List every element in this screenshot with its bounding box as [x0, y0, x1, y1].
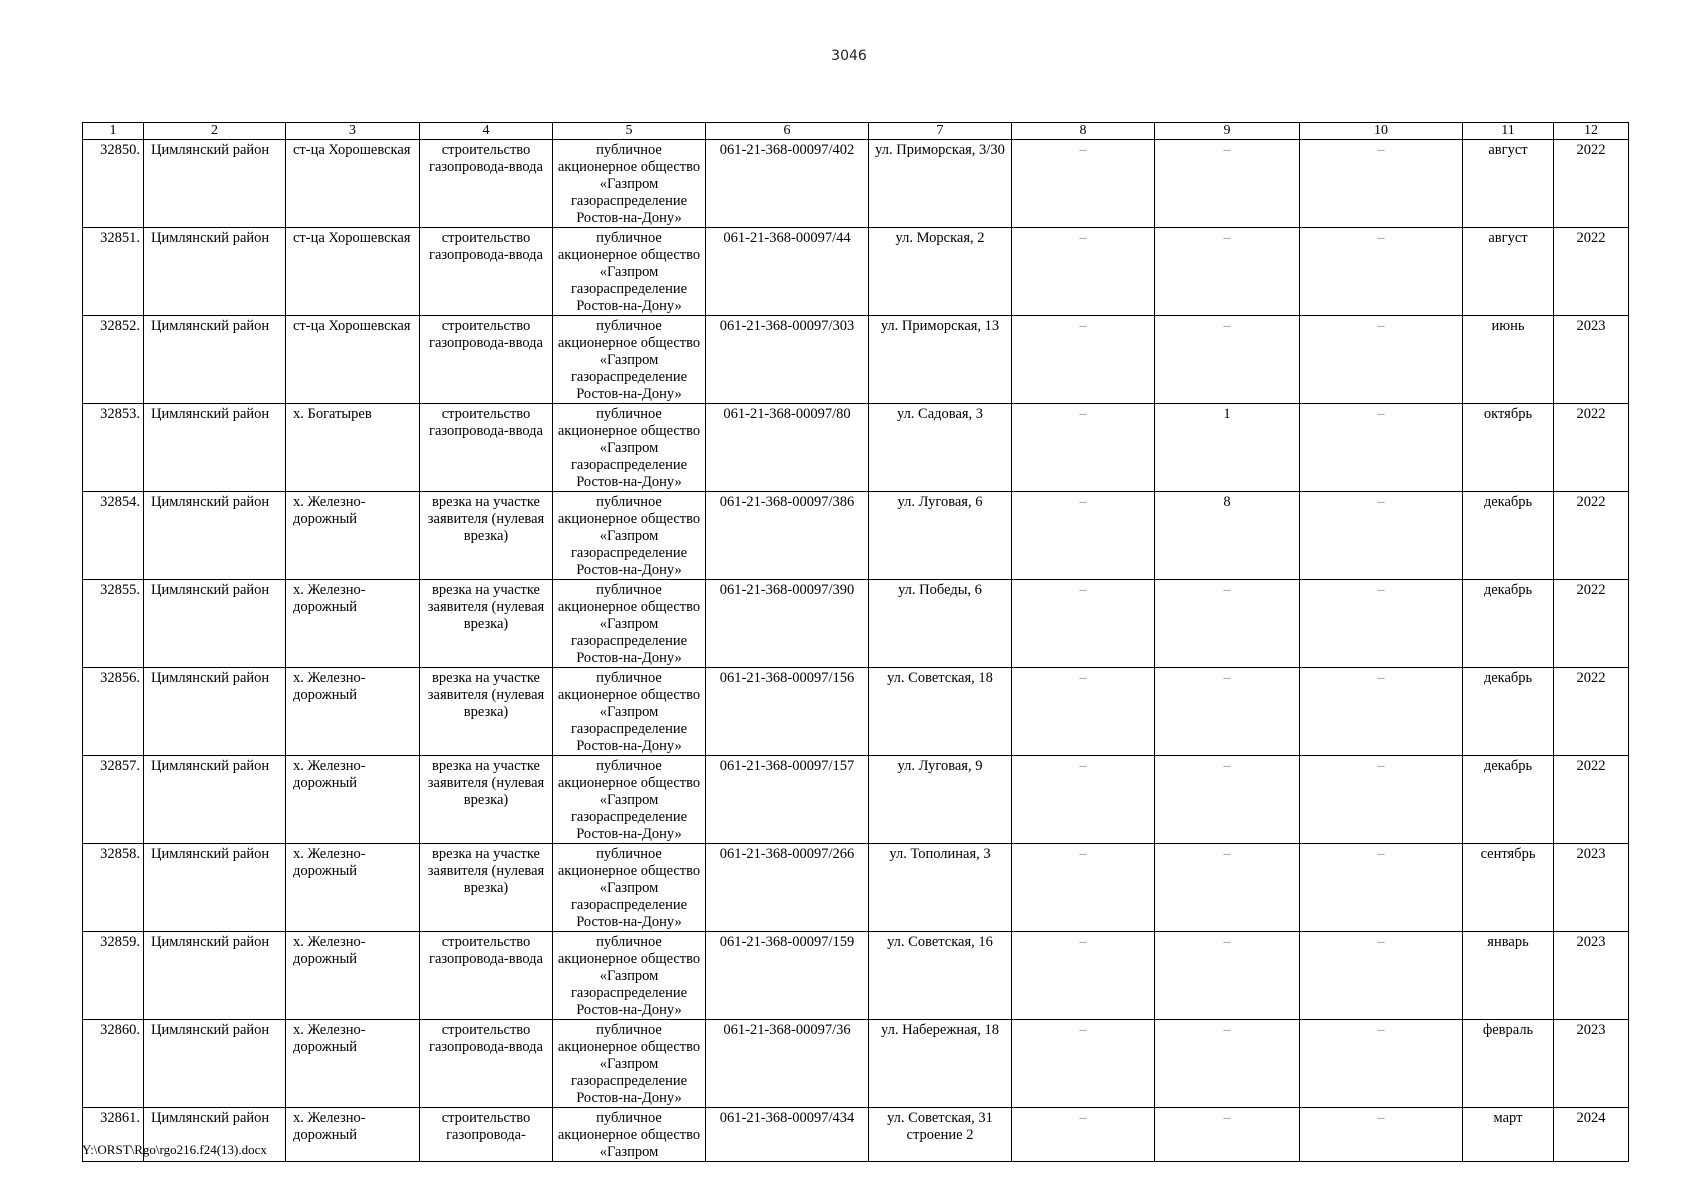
address-cell: ул. Советская, 31 строение 2	[869, 1108, 1012, 1162]
year-cell: 2024	[1554, 1108, 1629, 1162]
col8-cell: –	[1012, 844, 1155, 932]
district-cell: Цимлянский район	[144, 844, 286, 932]
code-cell: 061-21-368-00097/390	[706, 580, 869, 668]
organization-cell: публичное акционерное общество «Газпром газораспределение Ростов-на-Дону»	[553, 140, 706, 228]
col9-cell: –	[1155, 580, 1300, 668]
month-cell: декабрь	[1463, 492, 1554, 580]
address-cell: ул. Приморская, 13	[869, 316, 1012, 404]
column-header: 3	[286, 123, 420, 140]
row-number-cell: 32861.	[83, 1108, 144, 1162]
work-type-cell: строительство газопровода-ввода	[420, 228, 553, 316]
month-cell: август	[1463, 140, 1554, 228]
row-number-cell: 32850.	[83, 140, 144, 228]
address-cell: ул. Победы, 6	[869, 580, 1012, 668]
col8-cell: –	[1012, 668, 1155, 756]
work-type-cell: строительство газопровода-ввода	[420, 1020, 553, 1108]
code-cell: 061-21-368-00097/80	[706, 404, 869, 492]
col8-cell: –	[1012, 580, 1155, 668]
column-header: 8	[1012, 123, 1155, 140]
code-cell: 061-21-368-00097/36	[706, 1020, 869, 1108]
col10-cell: –	[1300, 140, 1463, 228]
address-cell: ул. Набережная, 18	[869, 1020, 1012, 1108]
work-type-cell: строительство газопровода-ввода	[420, 404, 553, 492]
settlement-cell: ст-ца Хорошевская	[286, 316, 420, 404]
work-type-cell: врезка на участке заявителя (нулевая врезка)	[420, 580, 553, 668]
row-number-cell: 32854.	[83, 492, 144, 580]
code-cell: 061-21-368-00097/159	[706, 932, 869, 1020]
col9-cell: –	[1155, 756, 1300, 844]
district-cell: Цимлянский район	[144, 316, 286, 404]
month-cell: июнь	[1463, 316, 1554, 404]
col9-cell: –	[1155, 1020, 1300, 1108]
col10-cell: –	[1300, 316, 1463, 404]
column-header: 1	[83, 123, 144, 140]
col9-cell: –	[1155, 932, 1300, 1020]
settlement-cell: х. Железно-дорожный	[286, 580, 420, 668]
table-row	[83, 1108, 1629, 1162]
column-header: 7	[869, 123, 1012, 140]
row-number-cell: 32852.	[83, 316, 144, 404]
district-cell: Цимлянский район	[144, 140, 286, 228]
table-row	[83, 932, 1629, 1020]
column-header: 9	[1155, 123, 1300, 140]
col10-cell: –	[1300, 844, 1463, 932]
address-cell: ул. Советская, 18	[869, 668, 1012, 756]
row-number-cell: 32856.	[83, 668, 144, 756]
col8-cell: –	[1012, 932, 1155, 1020]
table-row	[83, 492, 1629, 580]
code-cell: 061-21-368-00097/402	[706, 140, 869, 228]
work-type-cell: строительство газопровода-	[420, 1108, 553, 1162]
organization-cell: публичное акционерное общество «Газпром газораспределение Ростов-на-Дону»	[553, 492, 706, 580]
year-cell: 2023	[1554, 844, 1629, 932]
code-cell: 061-21-368-00097/266	[706, 844, 869, 932]
col9-cell: 1	[1155, 404, 1300, 492]
table-row	[83, 844, 1629, 932]
organization-cell: публичное акционерное общество «Газпром газораспределение Ростов-на-Дону»	[553, 668, 706, 756]
col9-cell: –	[1155, 228, 1300, 316]
col10-cell: –	[1300, 404, 1463, 492]
year-cell: 2022	[1554, 140, 1629, 228]
column-header: 11	[1463, 123, 1554, 140]
settlement-cell: х. Железно-дорожный	[286, 492, 420, 580]
district-cell: Цимлянский район	[144, 668, 286, 756]
col9-cell: 8	[1155, 492, 1300, 580]
col10-cell: –	[1300, 228, 1463, 316]
page-number: 3046	[831, 48, 867, 64]
work-type-cell: строительство газопровода-ввода	[420, 932, 553, 1020]
month-cell: февраль	[1463, 1020, 1554, 1108]
year-cell: 2023	[1554, 1020, 1629, 1108]
month-cell: март	[1463, 1108, 1554, 1162]
organization-cell: публичное акционерное общество «Газпром	[553, 1108, 706, 1162]
organization-cell: публичное акционерное общество «Газпром газораспределение Ростов-на-Дону»	[553, 316, 706, 404]
code-cell: 061-21-368-00097/156	[706, 668, 869, 756]
row-number-cell: 32853.	[83, 404, 144, 492]
settlement-cell: х. Железно-дорожный	[286, 1108, 420, 1162]
table-row	[83, 1020, 1629, 1108]
year-cell: 2022	[1554, 404, 1629, 492]
register-table	[82, 122, 1629, 1162]
organization-cell: публичное акционерное общество «Газпром газораспределение Ростов-на-Дону»	[553, 404, 706, 492]
district-cell: Цимлянский район	[144, 228, 286, 316]
col8-cell: –	[1012, 1020, 1155, 1108]
district-cell: Цимлянский район	[144, 580, 286, 668]
column-header: 6	[706, 123, 869, 140]
col9-cell: –	[1155, 140, 1300, 228]
code-cell: 061-21-368-00097/44	[706, 228, 869, 316]
col10-cell: –	[1300, 668, 1463, 756]
row-number-cell: 32860.	[83, 1020, 144, 1108]
address-cell: ул. Тополиная, 3	[869, 844, 1012, 932]
col9-cell: –	[1155, 316, 1300, 404]
column-number-header-row	[83, 123, 1629, 140]
col10-cell: –	[1300, 1108, 1463, 1162]
settlement-cell: ст-ца Хорошевская	[286, 228, 420, 316]
code-cell: 061-21-368-00097/434	[706, 1108, 869, 1162]
column-header: 4	[420, 123, 553, 140]
year-cell: 2022	[1554, 668, 1629, 756]
year-cell: 2022	[1554, 756, 1629, 844]
year-cell: 2023	[1554, 316, 1629, 404]
settlement-cell: х. Железно-дорожный	[286, 844, 420, 932]
col8-cell: –	[1012, 1108, 1155, 1162]
district-cell: Цимлянский район	[144, 756, 286, 844]
work-type-cell: врезка на участке заявителя (нулевая врезка)	[420, 756, 553, 844]
year-cell: 2022	[1554, 228, 1629, 316]
settlement-cell: х. Железно-дорожный	[286, 932, 420, 1020]
col9-cell: –	[1155, 668, 1300, 756]
address-cell: ул. Луговая, 6	[869, 492, 1012, 580]
address-cell: ул. Луговая, 9	[869, 756, 1012, 844]
work-type-cell: врезка на участке заявителя (нулевая врезка)	[420, 668, 553, 756]
settlement-cell: ст-ца Хорошевская	[286, 140, 420, 228]
organization-cell: публичное акционерное общество «Газпром газораспределение Ростов-на-Дону»	[553, 580, 706, 668]
col10-cell: –	[1300, 1020, 1463, 1108]
month-cell: январь	[1463, 932, 1554, 1020]
year-cell: 2022	[1554, 580, 1629, 668]
row-number-cell: 32851.	[83, 228, 144, 316]
row-number-cell: 32857.	[83, 756, 144, 844]
address-cell: ул. Приморская, 3/30	[869, 140, 1012, 228]
col9-cell: –	[1155, 1108, 1300, 1162]
organization-cell: публичное акционерное общество «Газпром газораспределение Ростов-на-Дону»	[553, 932, 706, 1020]
row-number-cell: 32855.	[83, 580, 144, 668]
file-path-footer: Y:\ORST\Rgo\rgo216.f24(13).docx	[82, 1142, 267, 1157]
col10-cell: –	[1300, 756, 1463, 844]
column-header: 12	[1554, 123, 1629, 140]
district-cell: Цимлянский район	[144, 404, 286, 492]
district-cell: Цимлянский район	[144, 1020, 286, 1108]
month-cell: август	[1463, 228, 1554, 316]
month-cell: декабрь	[1463, 756, 1554, 844]
table-row	[83, 580, 1629, 668]
organization-cell: публичное акционерное общество «Газпром газораспределение Ростов-на-Дону»	[553, 228, 706, 316]
year-cell: 2022	[1554, 492, 1629, 580]
organization-cell: публичное акционерное общество «Газпром газораспределение Ростов-на-Дону»	[553, 756, 706, 844]
code-cell: 061-21-368-00097/303	[706, 316, 869, 404]
col8-cell: –	[1012, 228, 1155, 316]
work-type-cell: строительство газопровода-ввода	[420, 316, 553, 404]
col10-cell: –	[1300, 492, 1463, 580]
settlement-cell: х. Железно-дорожный	[286, 1020, 420, 1108]
row-number-cell: 32859.	[83, 932, 144, 1020]
month-cell: октябрь	[1463, 404, 1554, 492]
month-cell: сентябрь	[1463, 844, 1554, 932]
district-cell: Цимлянский район	[144, 492, 286, 580]
col8-cell: –	[1012, 756, 1155, 844]
col8-cell: –	[1012, 140, 1155, 228]
address-cell: ул. Садовая, 3	[869, 404, 1012, 492]
column-header: 5	[553, 123, 706, 140]
table-row	[83, 756, 1629, 844]
table-row	[83, 404, 1629, 492]
table-row	[83, 668, 1629, 756]
col10-cell: –	[1300, 580, 1463, 668]
district-cell: Цимлянский район	[144, 932, 286, 1020]
month-cell: декабрь	[1463, 580, 1554, 668]
col8-cell: –	[1012, 404, 1155, 492]
code-cell: 061-21-368-00097/157	[706, 756, 869, 844]
column-header: 10	[1300, 123, 1463, 140]
work-type-cell: врезка на участке заявителя (нулевая врезка)	[420, 492, 553, 580]
district-cell: Цимлянский район	[144, 1108, 286, 1162]
settlement-cell: х. Железно-дорожный	[286, 756, 420, 844]
table-body	[83, 140, 1629, 1162]
organization-cell: публичное акционерное общество «Газпром газораспределение Ростов-на-Дону»	[553, 844, 706, 932]
month-cell: декабрь	[1463, 668, 1554, 756]
col10-cell: –	[1300, 932, 1463, 1020]
row-number-cell: 32858.	[83, 844, 144, 932]
column-header: 2	[144, 123, 286, 140]
col8-cell: –	[1012, 492, 1155, 580]
settlement-cell: х. Богатырев	[286, 404, 420, 492]
table-row	[83, 228, 1629, 316]
settlement-cell: х. Железно-дорожный	[286, 668, 420, 756]
code-cell: 061-21-368-00097/386	[706, 492, 869, 580]
col9-cell: –	[1155, 844, 1300, 932]
organization-cell: публичное акционерное общество «Газпром газораспределение Ростов-на-Дону»	[553, 1020, 706, 1108]
year-cell: 2023	[1554, 932, 1629, 1020]
col8-cell: –	[1012, 316, 1155, 404]
address-cell: ул. Советская, 16	[869, 932, 1012, 1020]
table-row	[83, 140, 1629, 228]
work-type-cell: строительство газопровода-ввода	[420, 140, 553, 228]
address-cell: ул. Морская, 2	[869, 228, 1012, 316]
table-row	[83, 316, 1629, 404]
work-type-cell: врезка на участке заявителя (нулевая врезка)	[420, 844, 553, 932]
